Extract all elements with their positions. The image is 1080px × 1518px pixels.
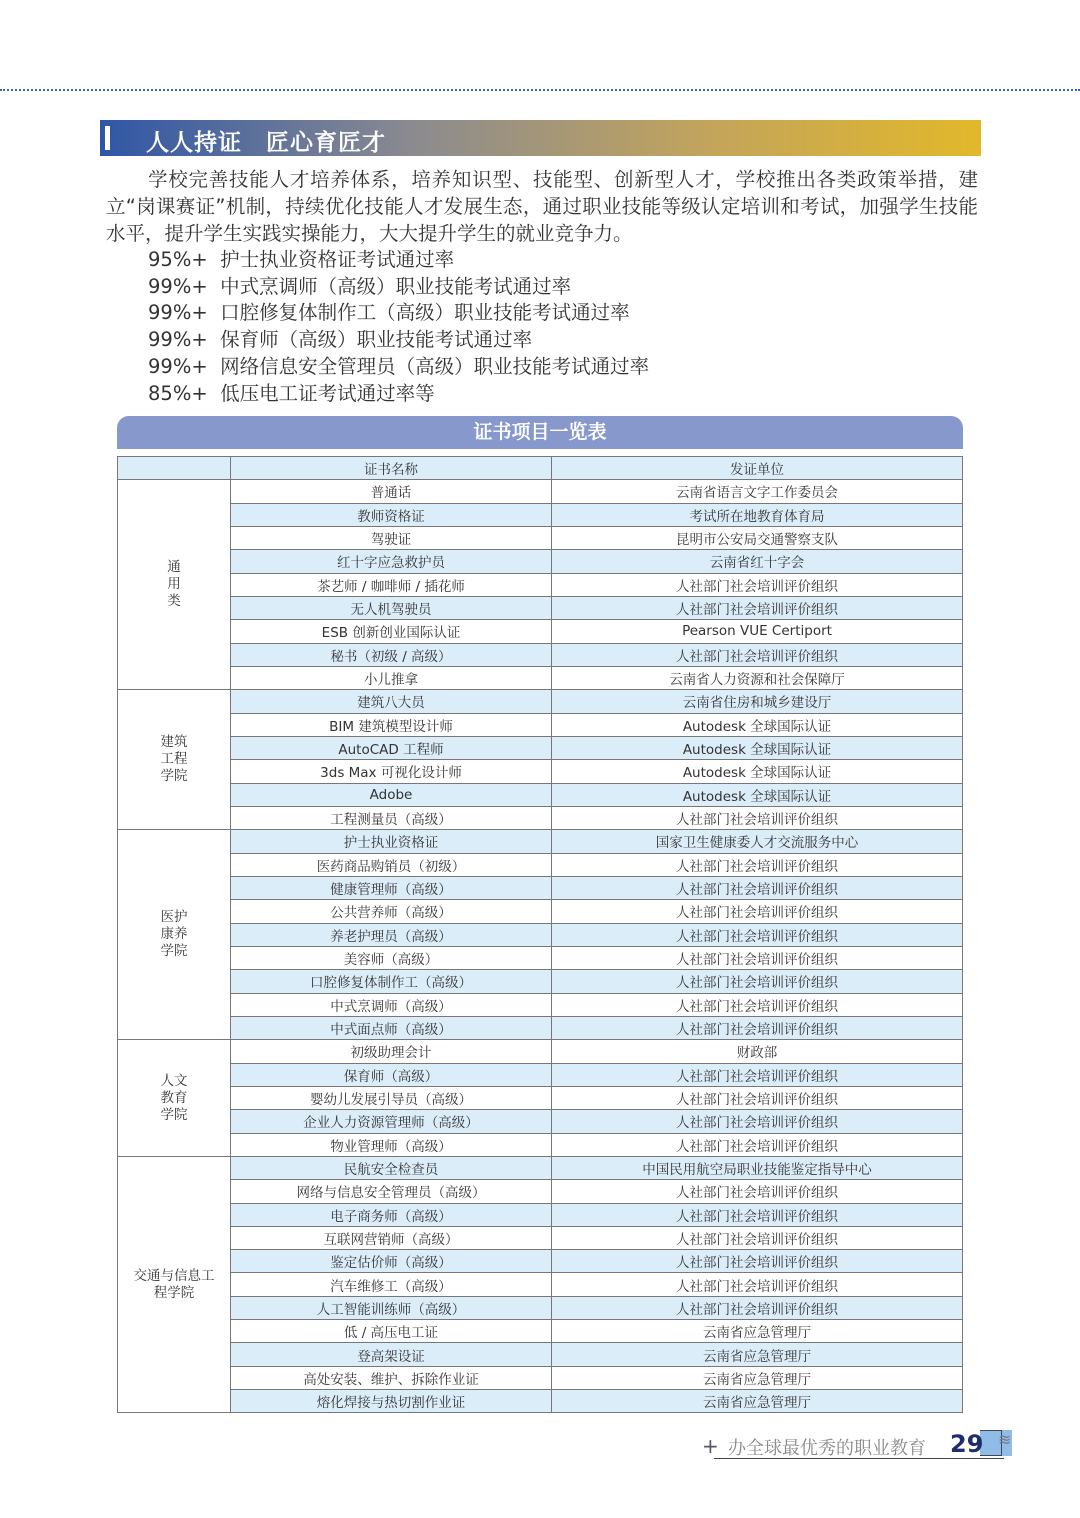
certificate-name-cell: 熔化焊接与热切割作业证 <box>231 1390 552 1413</box>
issuer-cell: 人社部门社会培训评价组织 <box>552 1226 963 1249</box>
table-row <box>118 1226 963 1249</box>
certificate-name-cell: 互联网营销师（高级） <box>231 1226 552 1249</box>
issuer-cell: 人社部门社会培训评价组织 <box>552 643 963 666</box>
pass-rate-list <box>148 247 649 407</box>
table-row <box>118 1063 963 1086</box>
table-row <box>118 1203 963 1226</box>
table-row <box>118 550 963 573</box>
issuer-cell: 人社部门社会培训评价组织 <box>552 853 963 876</box>
table-row <box>118 1016 963 1039</box>
issuer-cell: 云南省住房和城乡建设厅 <box>552 690 963 713</box>
table-row <box>118 760 963 783</box>
issuer-cell: 人社部门社会培训评价组织 <box>552 900 963 923</box>
table-row <box>118 1180 963 1203</box>
issuer-cell: Autodesk 全球国际认证 <box>552 713 963 736</box>
table-row <box>118 666 963 689</box>
issuer-cell: Autodesk 全球国际认证 <box>552 736 963 759</box>
section-banner <box>100 120 981 156</box>
issuer-cell: 人社部门社会培训评价组织 <box>552 1180 963 1203</box>
issuer-cell: 人社部门社会培训评价组织 <box>552 1016 963 1039</box>
table-row <box>118 1390 963 1413</box>
certificate-name-cell: 企业人力资源管理师（高级） <box>231 1110 552 1133</box>
issuer-cell: 云南省红十字会 <box>552 550 963 573</box>
table-row <box>118 480 963 503</box>
table-row <box>118 900 963 923</box>
dotted-divider <box>0 89 1080 91</box>
certificate-name-cell: 工程测量员（高级） <box>231 806 552 829</box>
certificate-name-cell: 建筑八大员 <box>231 690 552 713</box>
certificate-name-cell: 中式烹调师（高级） <box>231 993 552 1016</box>
issuer-cell: 考试所在地教育体育局 <box>552 503 963 526</box>
issuer-cell: Autodesk 全球国际认证 <box>552 783 963 806</box>
pass-rate-item: 99%+ 网络信息安全管理员（高级）职业技能考试通过率 <box>148 354 650 378</box>
issuer-cell: Autodesk 全球国际认证 <box>552 760 963 783</box>
table-row <box>118 993 963 1016</box>
issuer-cell: 云南省应急管理厅 <box>552 1320 963 1343</box>
table-row <box>118 830 963 853</box>
issuer-cell: 云南省应急管理厅 <box>552 1390 963 1413</box>
issuer-cell: 财政部 <box>552 1040 963 1063</box>
section-title: 人人持证 匠心育匠才 <box>146 130 386 156</box>
table-row <box>118 946 963 969</box>
table-row <box>118 806 963 829</box>
table-row <box>118 1110 963 1133</box>
pass-rate-item: 99%+ 保育师（高级）职业技能考试通过率 <box>148 328 533 352</box>
certificate-name-cell: 物业管理师（高级） <box>231 1133 552 1156</box>
certificate-name-cell: 医药商品购销员（初级） <box>231 853 552 876</box>
certificate-name-cell: 3ds Max 可视化设计师 <box>231 760 552 783</box>
issuer-cell: 中国民用航空局职业技能鉴定指导中心 <box>552 1156 963 1179</box>
table-row <box>118 1343 963 1366</box>
certificate-name-cell: 口腔修复体制作工（高级） <box>231 970 552 993</box>
issuer-cell: 云南省语言文字工作委员会 <box>552 480 963 503</box>
table-row <box>118 736 963 759</box>
banner-bar <box>105 126 110 150</box>
table-row <box>118 1156 963 1179</box>
pass-rate-item: 99%+ 口腔修复体制作工（高级）职业技能考试通过率 <box>148 301 630 325</box>
certificate-name-cell: 人工智能训练师（高级） <box>231 1296 552 1319</box>
table-row <box>118 1086 963 1109</box>
table-row <box>118 1273 963 1296</box>
pass-rate-item: 95%+ 护士执业资格证考试通过率 <box>148 248 455 271</box>
certificate-name-cell: 低 / 高压电工证 <box>231 1320 552 1343</box>
table-row <box>118 923 963 946</box>
issuer-cell: 人社部门社会培训评价组织 <box>552 970 963 993</box>
certificate-name-cell: 无人机驾驶员 <box>231 596 552 619</box>
table-row <box>118 1366 963 1389</box>
issuer-cell: 人社部门社会培训评价组织 <box>552 596 963 619</box>
certificate-name-cell: 汽车维修工（高级） <box>231 1273 552 1296</box>
issuer-cell: 人社部门社会培训评价组织 <box>552 1133 963 1156</box>
table-row <box>118 1250 963 1273</box>
table-row <box>118 643 963 666</box>
header-issuer: 发证单位 <box>552 457 963 480</box>
certificate-name-cell: 美容师（高级） <box>231 946 552 969</box>
table-row <box>118 573 963 596</box>
header-category <box>118 457 231 480</box>
certificate-table <box>117 456 963 1413</box>
certificate-name-cell: 健康管理师（高级） <box>231 876 552 899</box>
category-cell: 建筑 工程 学院 <box>118 690 231 830</box>
issuer-cell: 人社部门社会培训评价组织 <box>552 1063 963 1086</box>
issuer-cell: 人社部门社会培训评价组织 <box>552 1110 963 1133</box>
table-header-row <box>118 457 963 480</box>
issuer-cell: 人社部门社会培训评价组织 <box>552 1273 963 1296</box>
table-row <box>118 620 963 643</box>
certificate-name-cell: 登高架设证 <box>231 1343 552 1366</box>
category-cell: 通 用 类 <box>118 480 231 690</box>
issuer-cell: 昆明市公安局交通警察支队 <box>552 526 963 549</box>
footer-slogan: 办全球最优秀的职业教育 <box>728 1438 926 1459</box>
certificate-name-cell: 鉴定估价师（高级） <box>231 1250 552 1273</box>
intro-paragraph: 学校完善技能人才培养体系，培养知识型、技能型、创新型人才，学校推出各类政策举措，建立“岗课赛证”机制，持续优化技能人才发展生态，通过职业技能等级认定培训和考试，加强学生技能水平，提升学生实践实操能力，大大提升学生的就业竞争力。 <box>106 168 978 245</box>
issuer-cell: 云南省人力资源和社会保障厅 <box>552 666 963 689</box>
table-row <box>118 690 963 713</box>
issuer-cell: 人社部门社会培训评价组织 <box>552 993 963 1016</box>
certificate-name-cell: AutoCAD 工程师 <box>231 736 552 759</box>
certificate-name-cell: 驾驶证 <box>231 526 552 549</box>
header-name: 证书名称 <box>231 457 552 480</box>
certificate-name-cell: 茶艺师 / 咖啡师 / 插花师 <box>231 573 552 596</box>
issuer-cell: 人社部门社会培训评价组织 <box>552 923 963 946</box>
certificate-name-cell: 初级助理会计 <box>231 1040 552 1063</box>
plus-mark-icon: + <box>702 1434 719 1458</box>
issuer-cell: 云南省应急管理厅 <box>552 1343 963 1366</box>
issuer-cell: 人社部门社会培训评价组织 <box>552 1203 963 1226</box>
category-cell: 医护 康养 学院 <box>118 830 231 1040</box>
wave-icon: ≋ <box>998 1430 1012 1449</box>
certificate-name-cell: 公共营养师（高级） <box>231 900 552 923</box>
table-title: 证书项目一览表 <box>117 416 963 449</box>
certificate-name-cell: 养老护理员（高级） <box>231 923 552 946</box>
pass-rate-item: 85%+ 低压电工证考试通过率等 <box>148 381 435 405</box>
category-cell: 交通与信息工 程学院 <box>118 1156 231 1413</box>
table-row <box>118 853 963 876</box>
issuer-cell: 云南省应急管理厅 <box>552 1366 963 1389</box>
table-row <box>118 970 963 993</box>
table-row <box>118 596 963 619</box>
table-row <box>118 526 963 549</box>
certificate-name-cell: 秘书（初级 / 高级） <box>231 643 552 666</box>
table-row <box>118 876 963 899</box>
certificate-name-cell: 中式面点师（高级） <box>231 1016 552 1039</box>
certificate-name-cell: ESB 创新创业国际认证 <box>231 620 552 643</box>
certificate-name-cell: 电子商务师（高级） <box>231 1203 552 1226</box>
certificate-name-cell: 网络与信息安全管理员（高级） <box>231 1180 552 1203</box>
table-row <box>118 1040 963 1063</box>
issuer-cell: 人社部门社会培训评价组织 <box>552 946 963 969</box>
table-row <box>118 783 963 806</box>
certificate-name-cell: Adobe <box>231 783 552 806</box>
category-cell: 人文 教育 学院 <box>118 1040 231 1157</box>
table-row <box>118 1320 963 1343</box>
certificate-name-cell: 教师资格证 <box>231 503 552 526</box>
certificate-name-cell: 民航安全检查员 <box>231 1156 552 1179</box>
issuer-cell: 人社部门社会培训评价组织 <box>552 876 963 899</box>
certificate-name-cell: 保育师（高级） <box>231 1063 552 1086</box>
issuer-cell: 国家卫生健康委人才交流服务中心 <box>552 830 963 853</box>
issuer-cell: 人社部门社会培训评价组织 <box>552 573 963 596</box>
issuer-cell: Pearson VUE Certiport <box>552 620 963 643</box>
certificate-name-cell: 红十字应急救护员 <box>231 550 552 573</box>
certificate-name-cell: BIM 建筑模型设计师 <box>231 713 552 736</box>
page-number: 29 <box>950 1430 984 1458</box>
page-footer <box>700 1428 1030 1468</box>
table-row <box>118 1133 963 1156</box>
certificate-name-cell: 普通话 <box>231 480 552 503</box>
issuer-cell: 人社部门社会培训评价组织 <box>552 806 963 829</box>
certificate-name-cell: 小儿推拿 <box>231 666 552 689</box>
pass-rate-item: 99%+ 中式烹调师（高级）职业技能考试通过率 <box>148 274 572 298</box>
certificate-name-cell: 护士执业资格证 <box>231 830 552 853</box>
certificate-name-cell: 高处安装、维护、拆除作业证 <box>231 1366 552 1389</box>
issuer-cell: 人社部门社会培训评价组织 <box>552 1296 963 1319</box>
issuer-cell: 人社部门社会培训评价组织 <box>552 1250 963 1273</box>
certificate-name-cell: 婴幼儿发展引导员（高级） <box>231 1086 552 1109</box>
table-row <box>118 503 963 526</box>
issuer-cell: 人社部门社会培训评价组织 <box>552 1086 963 1109</box>
table-row <box>118 713 963 736</box>
table-row <box>118 1296 963 1319</box>
